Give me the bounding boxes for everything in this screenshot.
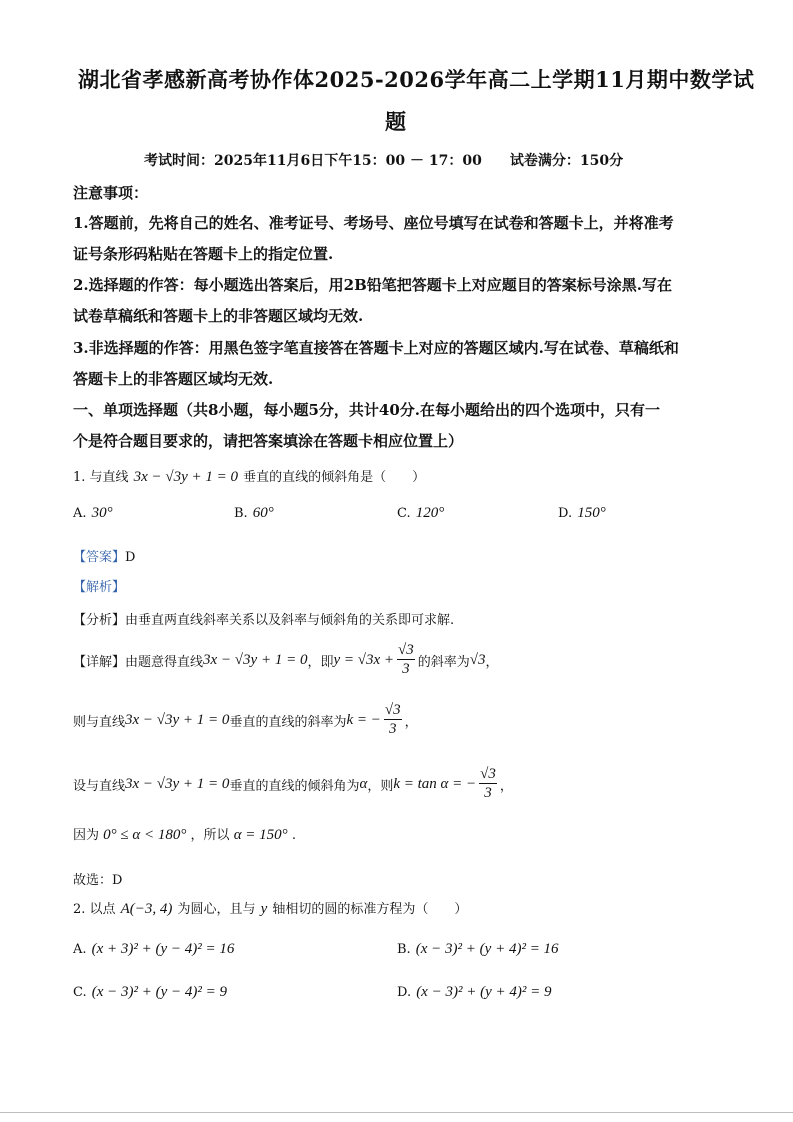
q2-point: A(−3, 4) (120, 901, 173, 917)
q1-analysis-label: 【解析】 (73, 580, 126, 595)
fraction-denominator: 3 (388, 721, 397, 737)
option-letter: D. (397, 985, 412, 1000)
detail-text: 则与直线 (73, 714, 126, 730)
detail-equation: 0° ≤ α < 180° (103, 827, 187, 843)
question-2-stem (73, 898, 467, 918)
q1-conclusion: 故选：D (73, 873, 123, 888)
option-value: (x − 3)² + (y + 4)² = 16 (415, 941, 559, 957)
detail-text: 垂直的直线的倾斜角为 (229, 778, 360, 794)
option-letter: D. (558, 506, 573, 521)
q1-fenxi (73, 609, 454, 628)
detail-text: ， (499, 778, 513, 794)
detail-equation: 3x − √3y + 1 = 0 (125, 711, 230, 728)
option-value: (x − 3)² + (y + 4)² = 9 (416, 984, 552, 1000)
document-title-line1: 湖北省孝感新高考协作体2025-2026学年高二上学期11月期中数学试 (78, 67, 755, 92)
option-letter: A. (73, 942, 87, 957)
q1-option-c (397, 502, 444, 522)
note-3-line1: 3.非选择题的作答：用黑色签字笔直接答在答题卡上对应的答题区域内.写在试卷、草稿纸和 (73, 339, 679, 357)
q1-suffix: 垂直的直线的倾斜角是（ ） (243, 470, 426, 485)
q1-detail-line3 (73, 762, 513, 806)
notes-heading: 注意事项： (73, 184, 149, 202)
fraction-denominator: 3 (484, 785, 492, 801)
q1-prefix: 1. 与直线 (73, 470, 129, 485)
fraction-denominator: 3 (402, 661, 410, 677)
detail-equation: 3x − √3y + 1 = 0 (203, 651, 308, 668)
fenxi-text: 由垂直两直线斜率关系以及斜率与倾斜角的关系即可求解. (125, 613, 455, 628)
option-letter: B. (234, 506, 248, 521)
q2-text: 轴相切的圆的标准方程为（ ） (272, 902, 468, 917)
q2-option-d (397, 981, 551, 1001)
note-3-line2: 答题卡上的非答题区域均无效. (73, 370, 274, 388)
detail-equation: y = √3x + (333, 651, 395, 668)
page-bottom-divider (0, 1112, 793, 1113)
q2-text: 为圆心，且与 (177, 902, 256, 917)
q1-option-a (73, 502, 113, 522)
detail-text: 因为 (73, 828, 100, 843)
q1-answer (73, 546, 135, 565)
note-2-line1: 2.选择题的作答：每小题选出答案后，用2B铅笔把答题卡上对应题目的答案标号涂黑.写在 (73, 276, 673, 294)
fraction-numerator: √3 (384, 702, 401, 718)
section-1-heading-line2: 个是符合题目要求的，请把答案填涂在答题卡相应位置上） (73, 432, 464, 450)
slope-expression: k = tan α = − (393, 775, 477, 792)
option-value: 30° (91, 505, 113, 521)
detail-label: 【详解】 (73, 654, 126, 670)
alpha-symbol: α (359, 775, 368, 792)
answer-label: 【答案】 (73, 550, 126, 565)
exam-info: 考试时间：2025年11月6日下午15：00 － 17：00 试卷满分：150分 (144, 153, 624, 169)
detail-text: ，则 (367, 778, 394, 794)
q2-option-c (73, 981, 227, 1001)
option-value: (x − 3)² + (y − 4)² = 9 (91, 984, 227, 1000)
detail-text: ，所以 (190, 828, 230, 843)
detail-text: 由题意得直线 (125, 654, 204, 670)
detail-equation: α = 150° (233, 827, 288, 843)
q1-equation: 3x − √3y + 1 = 0 (133, 469, 239, 485)
detail-text: 的斜率为 (417, 654, 470, 670)
option-letter: B. (397, 942, 411, 957)
option-value: 120° (415, 505, 445, 521)
option-value: (x + 3)² + (y − 4)² = 16 (91, 941, 235, 957)
q2-option-b (397, 938, 559, 958)
section-1-heading-line1: 一、单项选择题（共8小题，每小题5分，共计40分.在每小题给出的四个选项中，只有一 (73, 401, 660, 419)
note-1-line1: 1.答题前，先将自己的姓名、准考证号、考场号、座位号填写在试卷和答题卡上，并将准考 (73, 214, 674, 232)
question-1-stem (73, 466, 425, 486)
detail-text: 垂直的直线的斜率为 (229, 714, 347, 730)
q2-option-a (73, 938, 234, 958)
option-letter: C. (73, 985, 87, 1000)
q1-option-d (558, 502, 606, 522)
fraction (479, 767, 497, 801)
detail-text: . (291, 828, 296, 843)
fraction (384, 703, 402, 737)
q2-text: 2. 以点 (73, 902, 116, 917)
detail-text: ， (485, 654, 499, 670)
detail-equation: 3x − √3y + 1 = 0 (125, 775, 230, 792)
note-2-line2: 试卷草稿纸和答题卡上的非答题区域均无效. (73, 307, 364, 325)
detail-text: 设与直线 (73, 778, 126, 794)
detail-equation: √3 (469, 651, 486, 668)
note-1-line2: 证号条形码粘贴在答题卡上的指定位置. (73, 245, 334, 263)
q1-option-b (234, 502, 274, 522)
detail-text: ， (404, 714, 418, 730)
slope-expression: k = − (346, 711, 381, 728)
option-value: 60° (252, 505, 274, 521)
document-title-line2: 题 (385, 109, 407, 134)
option-letter: C. (397, 506, 411, 521)
q1-detail-line4 (73, 824, 296, 844)
detail-text: ，即 (307, 654, 334, 670)
fraction-numerator: √3 (398, 642, 414, 658)
q1-detail-line2 (73, 698, 418, 742)
fenxi-label: 【分析】 (73, 613, 126, 628)
option-value: 150° (577, 505, 606, 521)
option-letter: A. (73, 506, 87, 521)
q2-axis: y (260, 901, 268, 917)
answer-value: D (125, 550, 136, 565)
fraction-numerator: √3 (480, 766, 496, 782)
fraction (397, 643, 415, 677)
q1-detail-line1 (73, 638, 499, 682)
